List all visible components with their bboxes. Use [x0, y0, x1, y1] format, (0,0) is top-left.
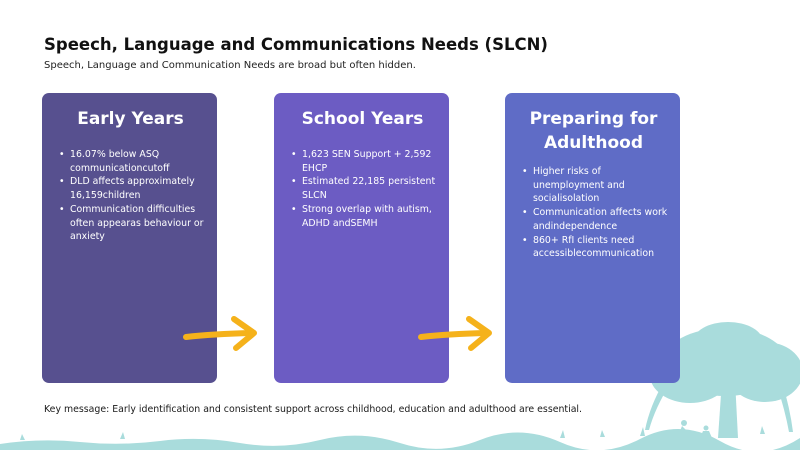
stage-bullet: • DLD affects approximately 16,159children: [56, 175, 205, 202]
stage-bullet-list: [519, 165, 668, 261]
key-message: Key message: Early identification and consistent support across childhood, education and adulthood are essential.: [44, 404, 583, 415]
stage-card-preparing-for-adulthood: [505, 93, 680, 383]
stage-title: School Years: [301, 109, 424, 129]
right-arrow-icon: [182, 313, 262, 353]
right-arrow-icon: [417, 313, 497, 353]
stage-bullet: • Strong overlap with autism, ADHD andSEMH: [288, 203, 437, 230]
page-subtitle: Speech, Language and Communication Needs are broad but often hidden.: [44, 60, 416, 71]
stage-title: Early Years: [77, 109, 184, 129]
stage-bullet: • Communication affects work andindependence: [519, 206, 668, 233]
stage-bullet: • Communication difficulties often appearas behaviour or anxiety: [56, 203, 205, 244]
stage-bullet-list: [56, 148, 205, 244]
stage-bullet: • Higher risks of unemployment and socialisolation: [519, 165, 668, 206]
stage-bullet-list: [288, 148, 437, 230]
stage-bullet: • 16.07% below ASQ communicationcutoff: [56, 148, 205, 175]
stage-bullet: • 1,623 SEN Support + 2,592 EHCP: [288, 148, 437, 175]
stage-bullet: • 860+ RfI clients need accessiblecommunication: [519, 234, 668, 261]
stage-bullet: • Estimated 22,185 persistent SLCN: [288, 175, 437, 202]
page-title: Speech, Language and Communications Needs (SLCN): [44, 35, 548, 54]
stage-title: Preparing for Adulthood: [529, 109, 658, 153]
